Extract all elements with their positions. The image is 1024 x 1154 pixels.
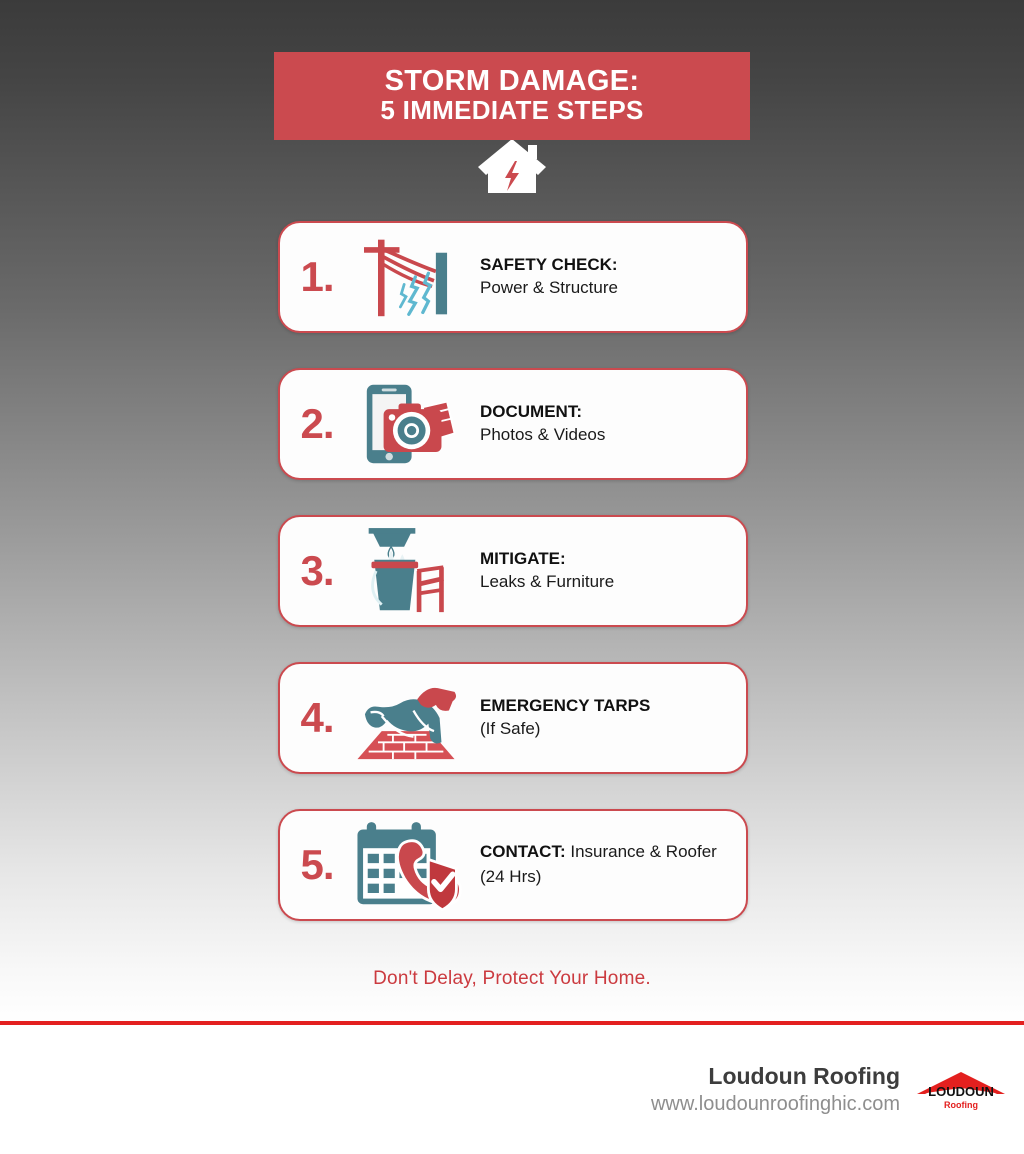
page-title-line2: 5 IMMEDIATE STEPS xyxy=(380,95,644,126)
svg-text:Roofing: Roofing xyxy=(944,1100,978,1110)
step-number-5: 5. xyxy=(300,841,334,888)
house-lightning-icon xyxy=(474,137,550,195)
step-text-3 xyxy=(466,548,746,594)
bucket-leak-chair-icon xyxy=(346,523,466,619)
step-title-2: DOCUMENT: xyxy=(480,402,582,422)
svg-text:LOUDOUN: LOUDOUN xyxy=(928,1084,994,1099)
loudoun-roofing-logo xyxy=(913,1068,1009,1114)
step-number-4: 4. xyxy=(300,694,334,741)
steps-list xyxy=(278,221,748,956)
step-number-1: 1. xyxy=(300,253,334,300)
brand-website[interactable]: www.loudounroofinghic.com xyxy=(650,1092,900,1115)
step-title-3: MITIGATE: xyxy=(480,549,566,569)
tarp-on-roof-icon xyxy=(346,670,466,766)
step-text-1 xyxy=(466,254,746,300)
step-title-5-bold: CONTACT: xyxy=(480,842,566,862)
step-subtitle-3: Leaks & Furniture xyxy=(480,572,615,591)
step-subtitle-1: Power & Structure xyxy=(480,278,618,297)
step-text-4 xyxy=(466,695,746,741)
step-subtitle-5: Insurance & Roofer (24 Hrs) xyxy=(480,842,717,886)
step-card-3[interactable] xyxy=(278,515,748,627)
brand-name: Loudoun Roofing xyxy=(708,1063,900,1089)
step-card-5[interactable] xyxy=(278,809,748,921)
step-card-4[interactable] xyxy=(278,662,748,774)
calendar-phone-shield-icon xyxy=(346,817,466,913)
step-text-2 xyxy=(466,401,746,447)
tagline: Don't Delay, Protect Your Home. xyxy=(373,968,651,989)
step-subtitle-2: Photos & Videos xyxy=(480,425,606,444)
downed-power-line-icon xyxy=(346,229,466,325)
step-text-5 xyxy=(466,840,746,889)
step-number-2: 2. xyxy=(300,400,334,447)
step-subtitle-4: (If Safe) xyxy=(480,719,541,738)
step-number-3: 3. xyxy=(300,547,334,594)
header-banner xyxy=(274,52,750,140)
step-title-4: EMERGENCY TARPS xyxy=(480,696,651,716)
step-title-5 xyxy=(480,840,736,889)
page-title-line1: STORM DAMAGE: xyxy=(384,64,640,97)
step-card-1[interactable] xyxy=(278,221,748,333)
step-card-2[interactable] xyxy=(278,368,748,480)
step-title-1: SAFETY CHECK: xyxy=(480,255,618,275)
phone-camera-photos-icon xyxy=(346,376,466,472)
footer-brand-block xyxy=(651,1062,900,1117)
